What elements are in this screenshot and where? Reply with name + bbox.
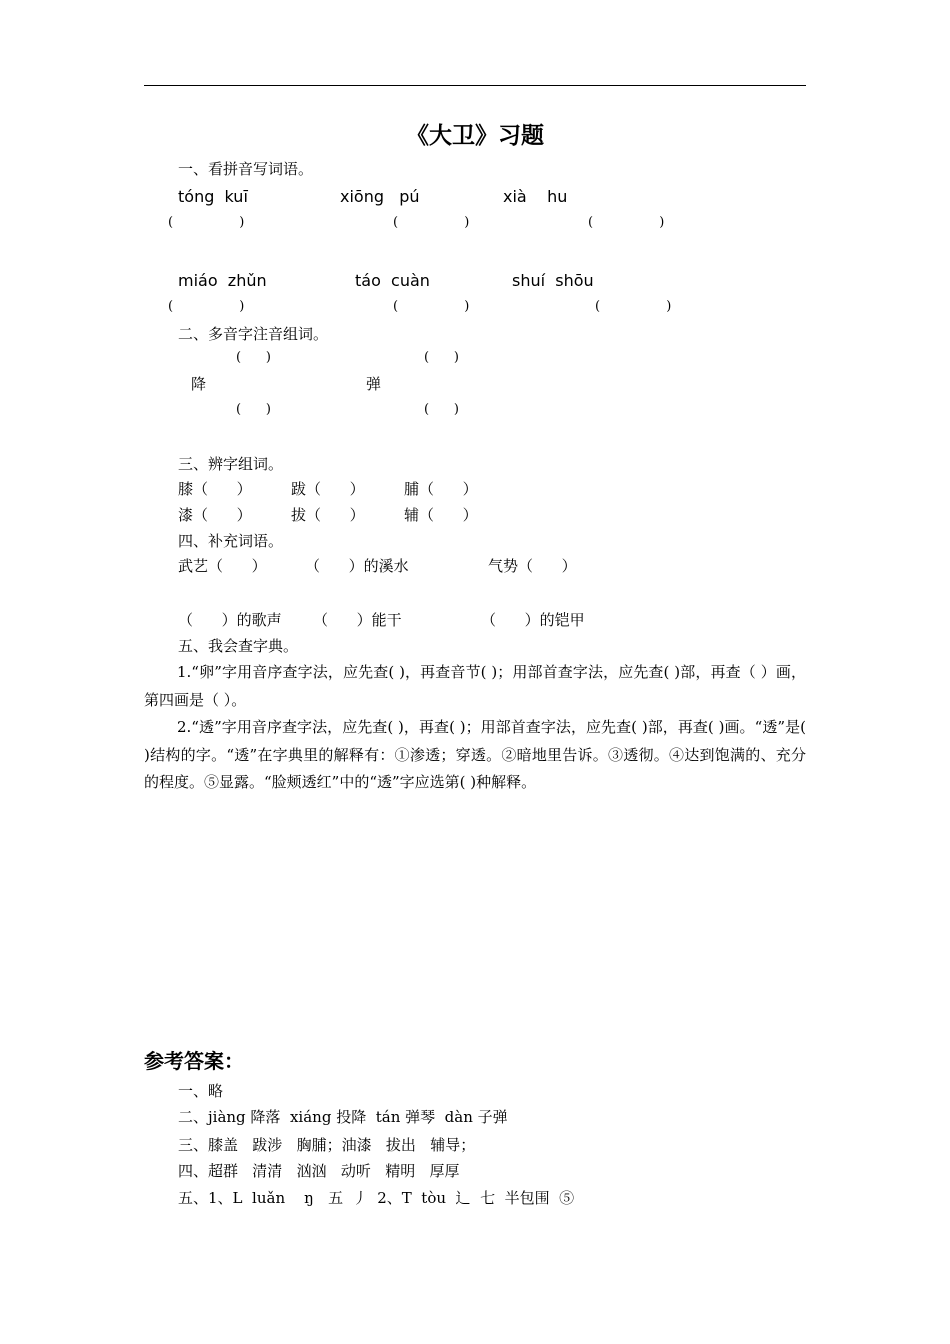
phrase-item: 武艺（ ） — [178, 557, 267, 575]
answer-blank: ( ) — [424, 350, 459, 365]
polyphone-char-2: 弹 — [366, 375, 382, 393]
section-5-heading: 五、我会查字典。 — [178, 637, 299, 655]
phrase-item: 气势（ ） — [488, 557, 577, 575]
pinyin-1: tóng kuī — [178, 187, 248, 206]
pinyin-4: miáo zhǔn — [178, 271, 267, 290]
phrase-item: （ ）的铠甲 — [481, 611, 585, 629]
word-item: 脯（ ） — [404, 480, 478, 498]
answer-blank: ( ) — [393, 215, 470, 230]
answer-line-5: 五、1、L luǎn ‭ŋ‬ 五 丿 2、T tòu 辶 七 半包围 ⑤ — [178, 1189, 575, 1207]
answer-line-4: 四、超群 清清 汹汹 动听 精明 厚厚 — [178, 1162, 460, 1180]
section-3-heading: 三、辨字组词。 — [178, 455, 284, 473]
answer-blank: ( ) — [424, 402, 459, 417]
polyphone-char-1: 降 — [191, 375, 207, 393]
answer-line-2: 二、jiàng 降落 xiáng 投降 tán 弹琴 dàn 子弹 — [178, 1108, 508, 1126]
answer-blank: ( ) — [236, 402, 271, 417]
question-1-text: 1.“卵”字用音序查字法，应先查( )，再查音节( )；用部首查字法，应先查( )部，再查（ ）画，第四画是（ ）。 — [144, 663, 806, 709]
word-item: 跋（ ） — [291, 480, 365, 498]
pinyin-5: táo cuàn — [355, 271, 430, 290]
answer-blank: ( ) — [595, 299, 672, 314]
pinyin-2: xiōng pú — [340, 187, 420, 206]
section-2-heading: 二、多音字注音组词。 — [178, 325, 329, 343]
answer-line-3: 三、膝盖 跋涉 胸脯；油漆 拔出 辅导； — [178, 1136, 476, 1154]
word-item: 膝（ ） — [178, 480, 252, 498]
word-item: 漆（ ） — [178, 506, 252, 524]
phrase-item: （ ）的溪水 — [305, 557, 409, 575]
section-4-heading: 四、补充词语。 — [178, 532, 284, 550]
header-rule — [144, 85, 806, 86]
answer-blank: ( ) — [168, 215, 245, 230]
page-title: 《大卫》习题 — [406, 123, 544, 149]
answer-blank: ( ) — [588, 215, 665, 230]
answer-line-1: 一、略 — [178, 1082, 224, 1100]
dictionary-question-1 — [144, 659, 806, 714]
section-1-heading: 一、看拼音写词语。 — [178, 160, 314, 178]
phrase-item: （ ）能干 — [313, 611, 402, 629]
pinyin-6: shuí shōu — [512, 271, 594, 290]
question-2-text: 2.“透”字用音序查字法，应先查( )，再查( )；用部首查字法，应先查( )部，再查( )画。“透”是( )结构的字。“透”在字典里的解释有：①渗透；穿透。②暗地里告诉。③透彻。④达到饱满的、充分的程度。⑤显露。“脸颊透红”中的“透”字应选第( )种解释。 — [144, 718, 806, 791]
word-item: 拔（ ） — [291, 506, 365, 524]
word-item: 辅（ ） — [404, 506, 478, 524]
answer-blank: ( ) — [168, 299, 245, 314]
answer-blank: ( ) — [236, 350, 271, 365]
pinyin-3: xià hu — [503, 187, 568, 206]
phrase-item: （ ）的歌声 — [178, 611, 282, 629]
answer-blank: ( ) — [393, 299, 470, 314]
answers-heading: 参考答案： — [144, 1049, 244, 1073]
dictionary-question-2 — [144, 714, 806, 797]
